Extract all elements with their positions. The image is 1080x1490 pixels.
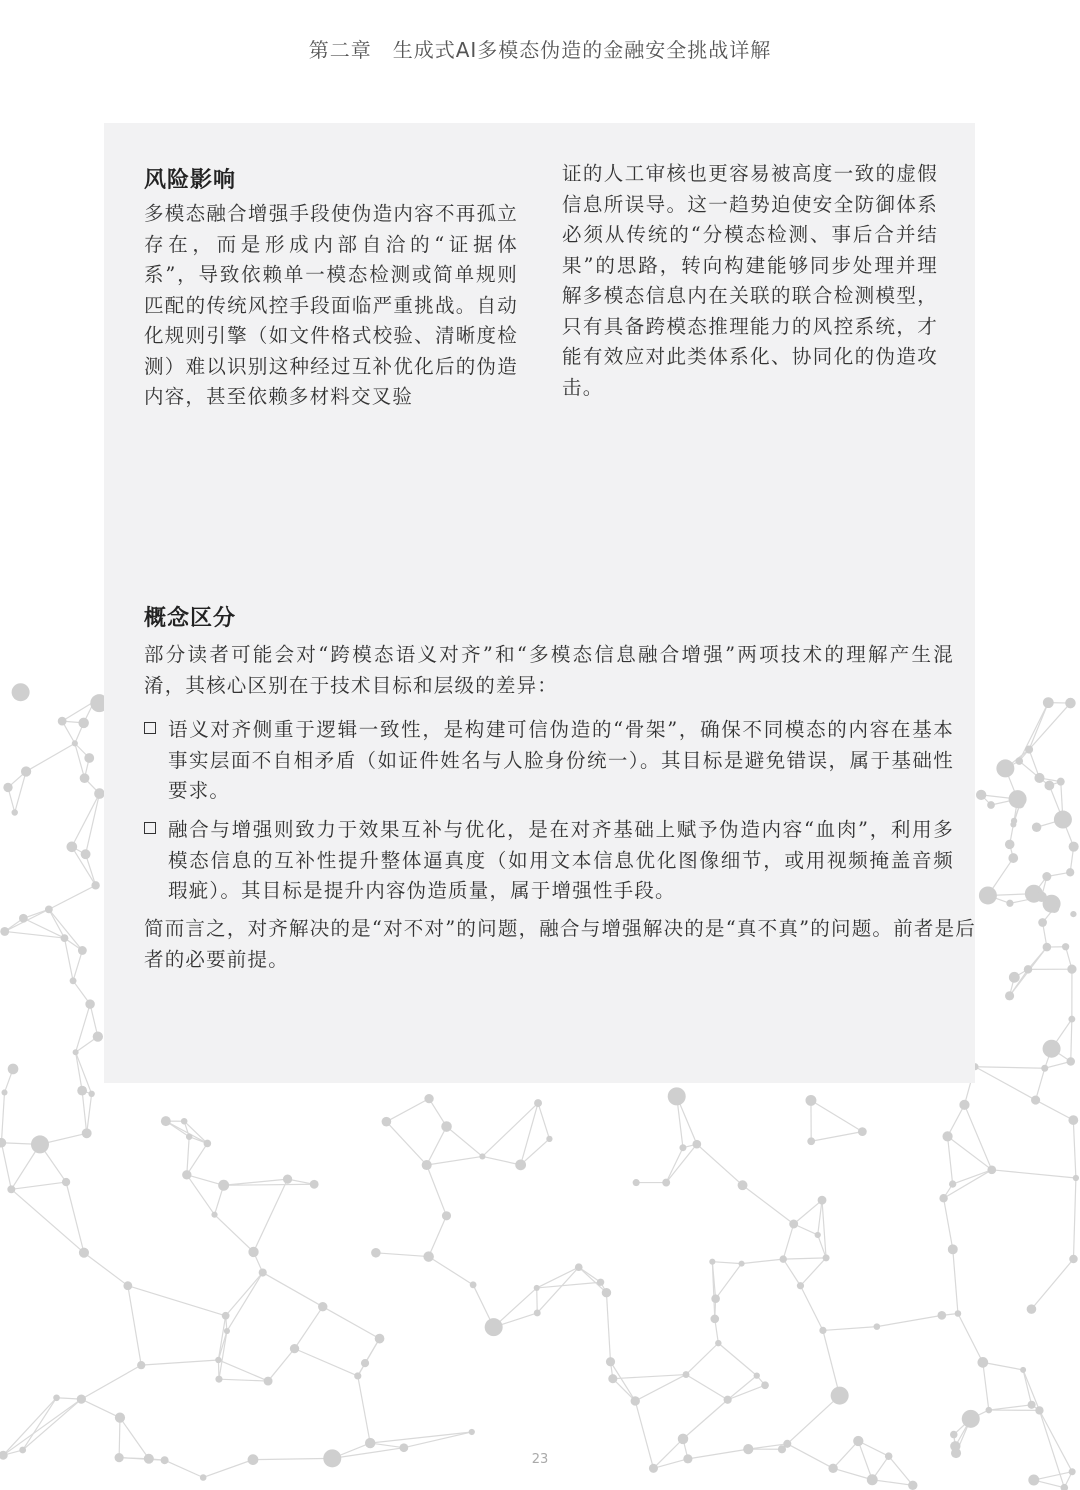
concept-intro: 部分读者可能会对“跨模态语义对齐”和“多模态信息融合增强”两项技术的理解产生混淆，其核心区别在于技术目标和层级的差异： bbox=[144, 643, 954, 697]
risk-text-left: 多模态融合增强手段使伪造内容不再孤立存在，而是形成内部自洽的“证据体系”，导致依赖单一模态检测或简单规则匹配的传统风控手段面临严重挑战。自动化规则引擎（如文件格式校验、清晰度检测）难以识别这种经过互补优化后的伪造内容，甚至依赖多材料交叉验 bbox=[144, 202, 518, 408]
bullet-text: 语义对齐侧重于逻辑一致性，是构建可信伪造的“骨架”，确保不同模态的内容在基本事实层面不自相矛盾（如证件姓名与人脸身份统一）。其目标是避免错误，属于基础性要求。 bbox=[168, 718, 954, 802]
concept-heading: 概念区分 bbox=[144, 606, 237, 631]
content-panel bbox=[104, 123, 975, 1083]
risk-text-right: 证的人工审核也更容易被高度一致的虚假信息所误导。这一趋势迫使安全防御体系必须从传统的“分模态检测、事后合并结果”的思路，转向构建能够同步处理并理解多模态信息内在关联的联合检测模型，只有具备跨模态推理能力的风控系统，才能有效应对此类体系化、协同化的伪造攻击。 bbox=[562, 162, 938, 399]
bullet-text: 融合与增强则致力于效果互补与优化，是在对齐基础上赋予伪造内容“血肉”，利用多模态信息的互补性提升整体逼真度（如用文本信息优化图像细节，或用视频掩盖音频瑕疵）。其目标是提升内容伪造质量，属于增强性手段。 bbox=[168, 818, 954, 902]
page-number: 23 bbox=[531, 1452, 549, 1467]
risk-heading: 风险影响 bbox=[144, 168, 237, 193]
chapter-header: 第二章 生成式AI多模态伪造的金融安全挑战详解 bbox=[308, 38, 772, 62]
concept-summary: 简而言之，对齐解决的是“对不对”的问题，融合与增强解决的是“真不真”的问题。前者是后者的必要前提。 bbox=[144, 917, 976, 971]
checkbox-bullet-icon bbox=[144, 722, 156, 734]
checkbox-bullet-icon bbox=[144, 822, 156, 834]
